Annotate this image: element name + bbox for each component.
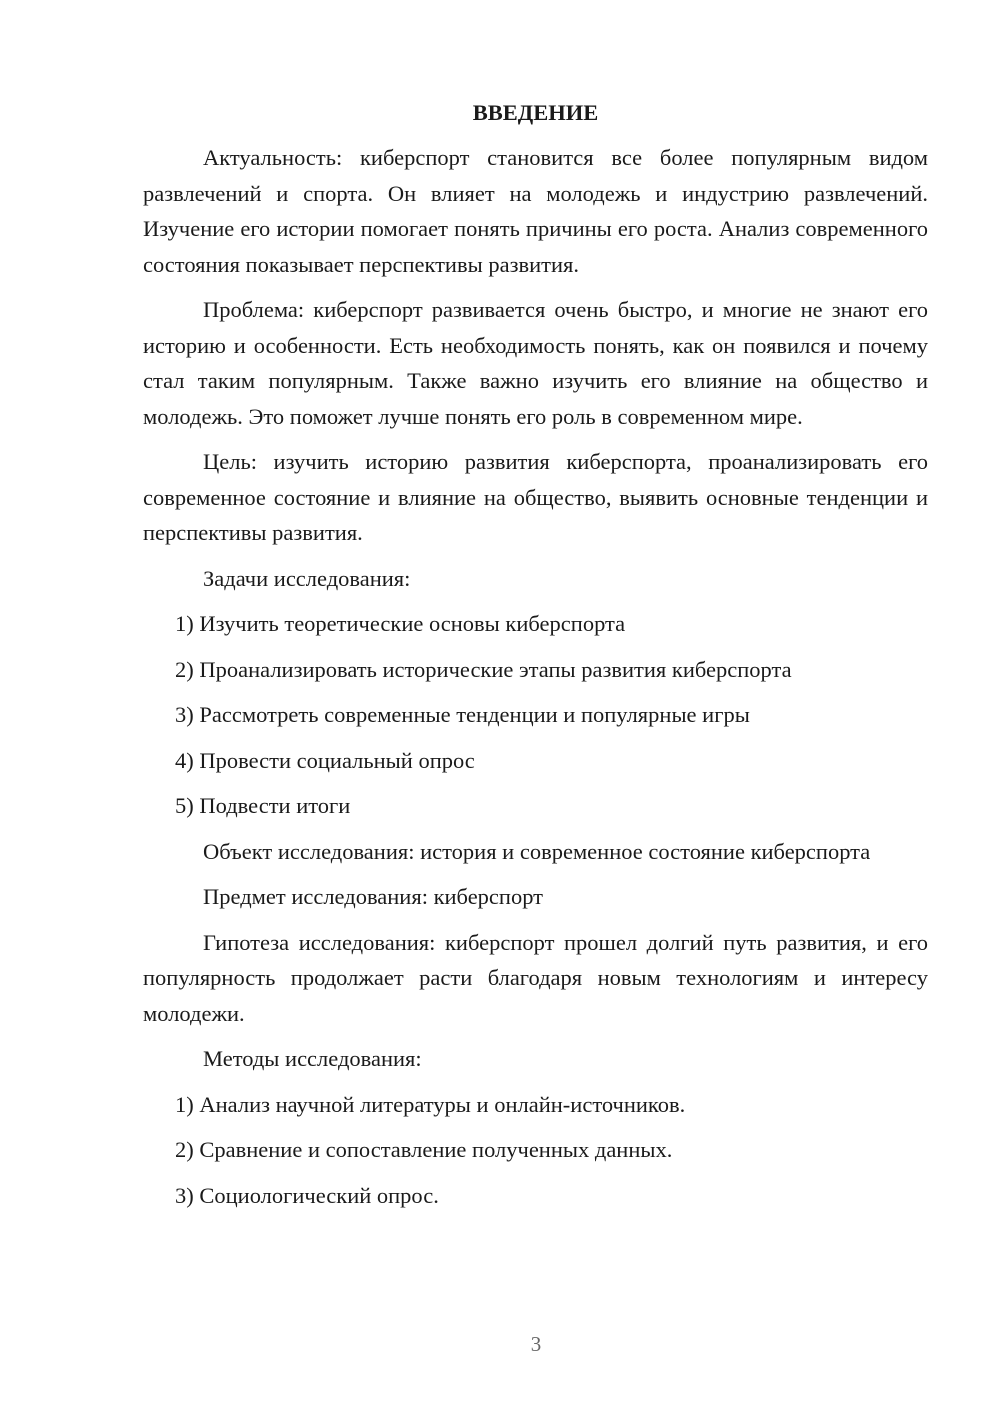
object-paragraph: Объект исследования: история и современное состояние киберспорта (203, 838, 871, 864)
task-item-2: 2) Проанализировать исторические этапы развития киберспорта (175, 656, 792, 682)
goal-paragraph: Цель: изучить историю развития киберспорта, проанализировать его современное состояние и влияние на общество, выявить основные тенденции и перспективы развития. (143, 449, 928, 545)
subject-paragraph: Предмет исследования: киберспорт (203, 884, 543, 909)
tasks-heading: Задачи исследования: (203, 565, 411, 591)
relevance-paragraph: Актуальность: киберспорт становится все более популярным видом развлечений и спорта. Он влияет на молодежь и индустрию развлечений. Изучение его истории помогает понять причины его роста. Анализ современного состояния показывает перспективы развития. (143, 145, 928, 277)
page-number: 3 (530, 1332, 542, 1356)
task-item-1: 1) Изучить теоретические основы киберспорта (175, 611, 626, 636)
methods-list (143, 1087, 928, 1214)
task-item-5: 5) Подвести итоги (175, 793, 351, 818)
tasks-list (143, 606, 928, 824)
task-item-3: 3) Рассмотреть современные тенденции и популярные игры (175, 702, 750, 727)
page-content (143, 95, 928, 1223)
section-title: ВВЕДЕНИЕ (472, 100, 599, 125)
methods-heading: Методы исследования: (203, 1046, 422, 1071)
method-item-1: 1) Анализ научной литературы и онлайн-источников. (175, 1091, 686, 1117)
problem-paragraph: Проблема: киберспорт развивается очень быстро, и многие не знают его историю и особенности. Есть необходимость понять, как он появился и почему стал таким популярным. Также важно изучить его влияние на общество и молодежь. Это поможет лучше понять его роль в современном мире. (143, 297, 928, 429)
hypothesis-paragraph: Гипотеза исследования: киберспорт прошел долгий путь развития, и его популярность продолжает расти благодаря новым технологиям и интересу молодежи. (143, 929, 928, 1026)
task-item-4: 4) Провести социальный опрос (175, 747, 475, 773)
method-item-2: 2) Сравнение и сопоставление полученных данных. (175, 1137, 673, 1162)
method-item-3: 3) Социологический опрос. (175, 1182, 439, 1208)
